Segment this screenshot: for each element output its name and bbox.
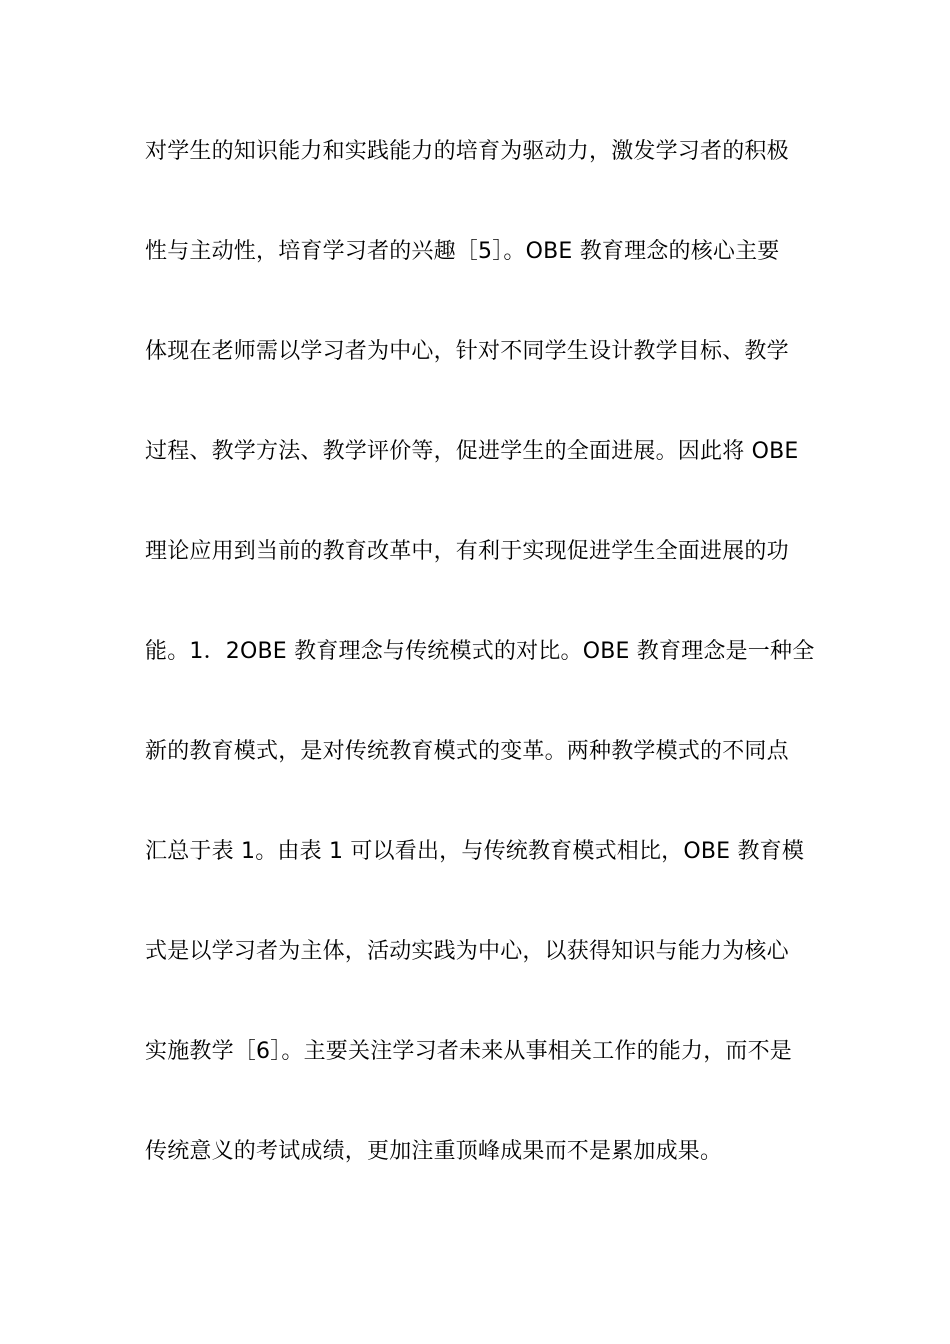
paragraph-line-3: 体现在老师需以学习者为中心，针对不同学生设计教学目标、教学 [145,339,789,364]
paragraph-line-8: 汇总于表 1。由表 1 可以看出，与传统教育模式相比，OBE 教育模 [145,839,805,864]
paragraph-line-9: 式是以学习者为主体，活动实践为中心，以获得知识与能力为核心 [145,939,789,964]
body-paragraph [145,127,825,1227]
paragraph-line-6: 能。1．2OBE 教育理念与传统模式的对比。OBE 教育理念是一种全 [145,639,815,664]
paragraph-line-4: 过程、教学方法、教学评价等，促进学生的全面进展。因此将 OBE [145,439,799,464]
paragraph-line-10: 实施教学［6］。主要关注学习者未来从事相关工作的能力，而不是 [145,1039,792,1064]
paragraph-line-2: 性与主动性，培育学习者的兴趣［5］。OBE 教育理念的核心主要 [145,239,780,264]
paragraph-line-11: 传统意义的考试成绩，更加注重顶峰成果而不是累加成果。 [145,1139,723,1164]
paragraph-line-7: 新的教育模式，是对传统教育模式的变革。两种教学模式的不同点 [145,739,789,764]
paragraph-line-1: 对学生的知识能力和实践能力的培育为驱动力，激发学习者的积极 [145,139,789,164]
paragraph-line-5: 理论应用到当前的教育改革中，有利于实现促进学生全面进展的功 [145,539,789,564]
